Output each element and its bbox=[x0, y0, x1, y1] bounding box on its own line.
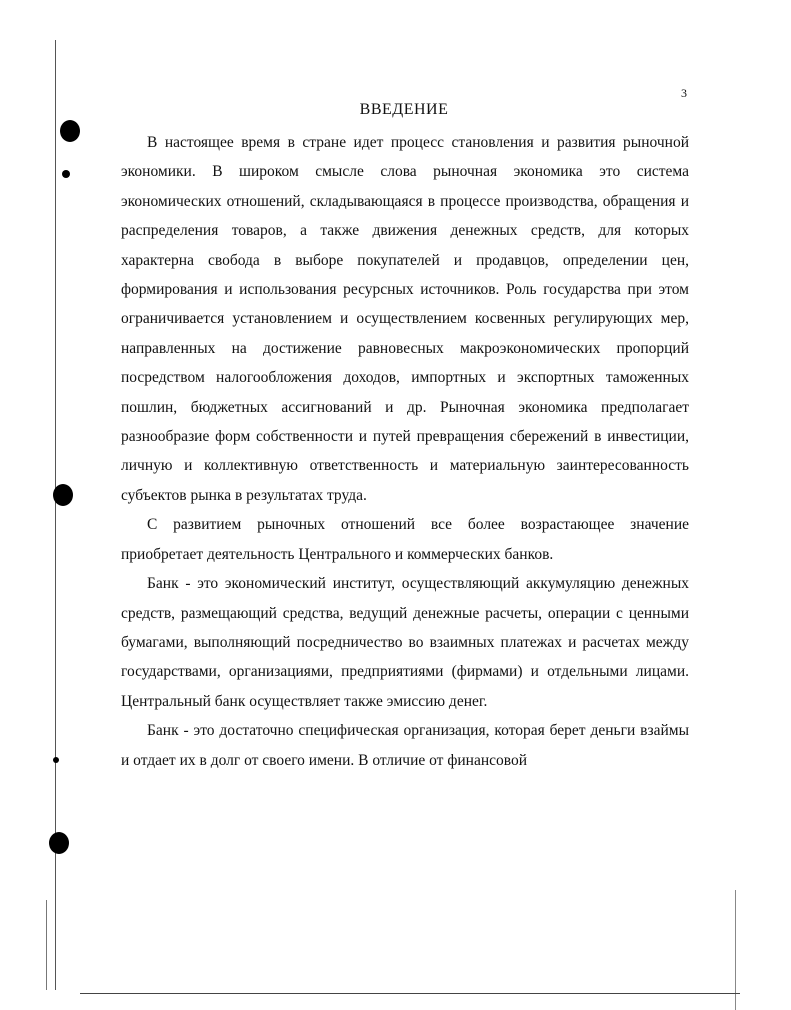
dot-mark-middle bbox=[53, 757, 59, 763]
bottom-edge-line bbox=[80, 993, 740, 994]
body-text bbox=[121, 128, 689, 775]
left-margin-line-inner bbox=[46, 900, 47, 990]
paragraph: Банк - это экономический институт, осуществляющий аккумуляцию денежных средств, размещающий средства, ведущий денежные расчеты, операции с ценными бумагами, выполняющий посредничество во взаимных платежах и расчетах между государствами, организациями, предприятиями (фирмами) и отдельными лицами. Центральный банк осуществляет также эмиссию денег. bbox=[121, 575, 689, 710]
dot-mark-top bbox=[62, 170, 70, 178]
page-number: 3 bbox=[681, 86, 687, 100]
punch-hole-bottom bbox=[49, 832, 69, 854]
punch-hole-top bbox=[60, 120, 80, 142]
page-title: ВВЕДЕНИЕ bbox=[359, 101, 449, 118]
right-margin-line bbox=[735, 890, 736, 1010]
paragraph: С развитием рыночных отношений все более возрастающее значение приобретает деятельность Центрального и коммерческих банков. bbox=[121, 516, 689, 563]
paragraph: В настоящее время в стране идет процесс становления и развития рыночной экономики. В широком смысле слова рыночная экономика это система экономических отношений, складывающаяся в процессе производства, обращения и распределения товаров, а также движения денежных средств, для которых характерна свобода в выборе покупателей и продавцов, определении цен, формирования и использования ресурсных источников. Роль государства при этом ограничивается установлением и осуществлением косвенных регулирующих мер, направленных на достижение равновесных макроэкономических пропорций посредством налогообложения доходов, импортных и экспортных таможенных пошлин, бюджетных ассигнований и др. Рыночная экономика предполагает разнообразие форм собственности и путей превращения сбережений в инвестиции, личную и коллективную ответственность и материальную заинтересованность субъектов рынка в результатах труда. bbox=[121, 134, 689, 504]
punch-hole-middle bbox=[53, 484, 73, 506]
paragraph: Банк - это достаточно специфическая организация, которая берет деньги взаймы и отдает их в долг от своего имени. В отличие от финансовой bbox=[121, 722, 689, 769]
